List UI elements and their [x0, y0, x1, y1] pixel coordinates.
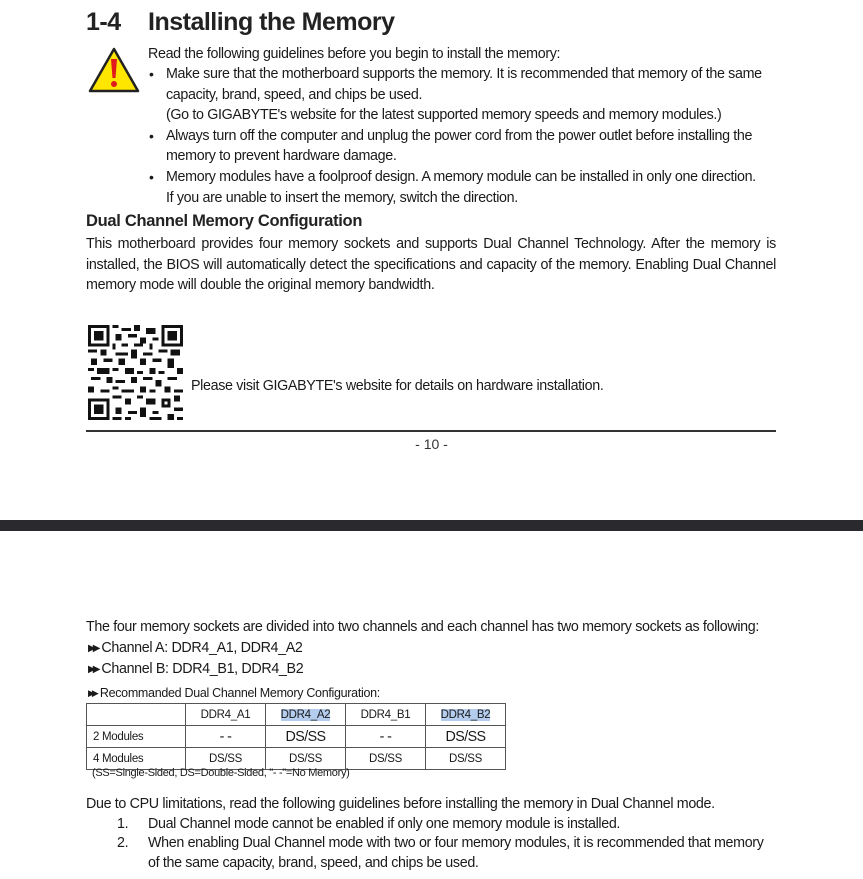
warning-bullet-1-line-1: Make sure that the motherboard supports the memory. It is recommended that memory of the same	[166, 66, 762, 82]
warning-bullet-2-line-2: memory to prevent hardware damage.	[166, 148, 397, 164]
page-number: - 10 -	[415, 436, 448, 452]
cpu-note: Due to CPU limitations, read the following guidelines before installing the memory in Dual Channel mode.	[86, 796, 715, 812]
guideline-number: 2.	[117, 835, 129, 851]
page-divider	[0, 520, 863, 531]
warning-bullet-3-line-1: Memory modules have a foolproof design. A memory module can be installed in only one direction.	[166, 169, 756, 185]
highlighted-socket: DDR4_A2	[280, 708, 331, 721]
table-cell: DS/SS	[266, 748, 346, 770]
section-number: 1-4	[86, 8, 121, 36]
table-cell: 4 Modules	[87, 748, 186, 770]
table-legend: (SS=Single-Sided, DS=Double-Sided, "- -"=No Memory)	[92, 767, 350, 779]
qr-caption: Please visit GIGABYTE's website for details on hardware installation.	[191, 378, 604, 394]
channel-b-item	[88, 659, 303, 681]
channel-a-item	[88, 638, 303, 660]
table-row	[87, 726, 506, 748]
table-header-cell: DDR4_A1	[186, 704, 266, 726]
table-cell: DS/SS	[186, 748, 266, 770]
warning-bullet-3-line-2: If you are unable to insert the memory, switch the direction.	[166, 190, 518, 206]
guideline-number: 1.	[117, 816, 129, 832]
table-header-cell	[266, 704, 346, 726]
warning-intro: Read the following guidelines before you begin to install the memory:	[148, 46, 561, 62]
double-arrow-icon: ▶▶	[88, 688, 96, 698]
warning-bullet-1-line-2: capacity, brand, speed, and chips be used.	[166, 87, 423, 103]
bullet-icon: •	[149, 66, 154, 82]
table-header-cell	[426, 704, 506, 726]
warning-bullet-2-line-1: Always turn off the computer and unplug the power cord from the power outlet before installing the	[166, 128, 753, 144]
qr-code-icon	[88, 325, 183, 420]
dual-channel-paragraph: This motherboard provides four memory sockets and supports Dual Channel Technology. After the memory is installed, the BIOS will automatically detect the specifications and capacity of the memory. Enabling Dual Channel memory mode will double the original memory bandwidth.	[86, 236, 776, 293]
highlighted-socket: DDR4_B2	[440, 708, 491, 721]
table-cell: DS/SS	[346, 748, 426, 770]
channel-b-text: Channel B: DDR4_B1, DDR4_B2	[101, 661, 304, 677]
table-cell: 2 Modules	[87, 726, 186, 748]
table-header-row	[87, 704, 506, 726]
warning-triangle-icon	[88, 47, 140, 93]
dual-channel-heading: Dual Channel Memory Configuration	[86, 212, 363, 230]
table-cell: DS/SS	[426, 748, 506, 770]
guideline-2-line-1: When enabling Dual Channel mode with two or four memory modules, it is recommended that memory	[148, 835, 764, 851]
page-title: Installing the Memory	[148, 8, 395, 36]
guideline-2-line-2: of the same capacity, brand, speed, and chips be used.	[148, 855, 479, 871]
table-title-item	[88, 686, 380, 700]
table-header-cell	[87, 704, 186, 726]
table-cell: - -	[346, 726, 426, 748]
double-arrow-icon: ▶▶	[88, 643, 98, 654]
guideline-1-line-1: Dual Channel mode cannot be enabled if only one memory module is installed.	[148, 816, 621, 832]
bullet-icon: •	[149, 128, 154, 144]
channels-intro: The four memory sockets are divided into two channels and each channel has two memory sockets as following:	[86, 619, 759, 635]
table-cell: DS/SS	[426, 726, 506, 748]
table-header-cell: DDR4_B1	[346, 704, 426, 726]
channel-a-text: Channel A: DDR4_A1, DDR4_A2	[101, 640, 303, 656]
double-arrow-icon: ▶▶	[88, 664, 98, 675]
bullet-icon: •	[149, 169, 154, 185]
footer-rule	[86, 430, 776, 432]
warning-bullet-1-line-3: (Go to GIGABYTE's website for the latest supported memory speeds and memory modules.)	[166, 107, 722, 123]
memory-config-table	[86, 703, 506, 770]
table-title: Recommanded Dual Channel Memory Configuration:	[99, 686, 380, 700]
table-cell: - -	[186, 726, 266, 748]
table-cell: DS/SS	[266, 726, 346, 748]
